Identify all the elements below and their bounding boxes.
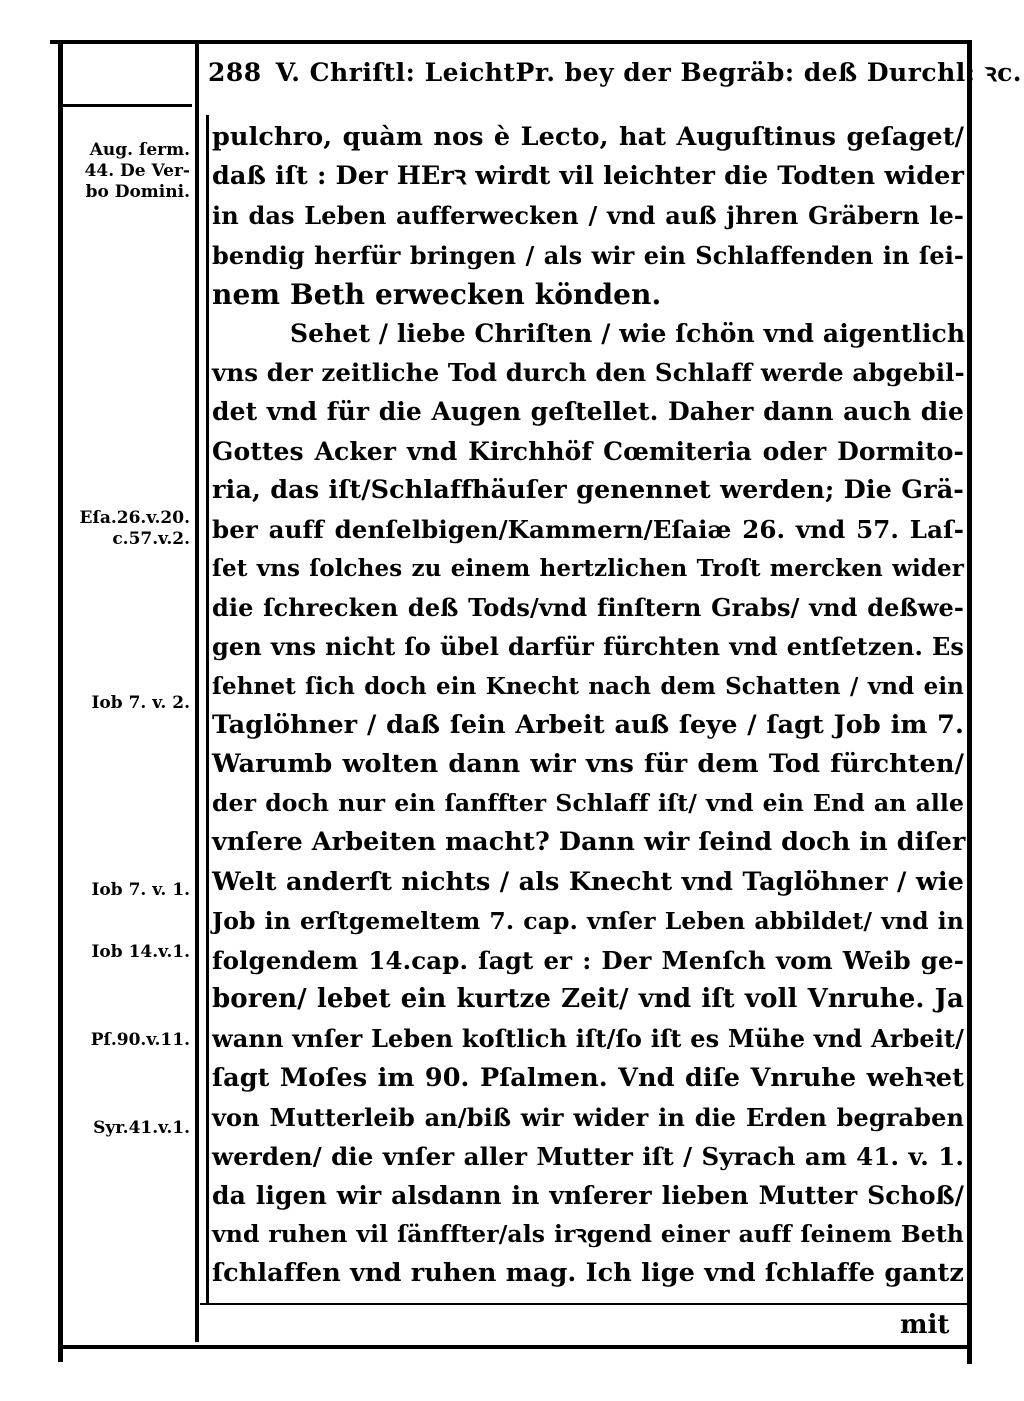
text-line: ria, das iſt/Schlaffhäuſer genennet werden; Die Grä-	[212, 474, 964, 505]
margin-note-line: Iob 7. v. 2.	[91, 693, 190, 713]
text-line: det vnd für die Augen geſtellet. Daher dann auch die	[212, 397, 964, 427]
body-text	[212, 118, 964, 1294]
text-line: Taglöhner / daß ſein Arbeit auß ſeye / ſagt Job im 7.	[212, 709, 964, 740]
text-line: gen vns nicht ſo übel darfür fürchten vnd entſetzen. Es	[212, 632, 964, 662]
text-line: von Mutterleib an/biß wir wider in die Erden begraben	[212, 1102, 964, 1132]
running-head	[208, 55, 1022, 89]
text-line: ſehnet ſich doch ein Knecht nach dem Schatten / vnd ein	[212, 672, 964, 700]
text-line: Sehet / liebe Chriſten / wie ſchön vnd aigentlich	[290, 318, 966, 348]
margin-note-line: c.57.v.2.	[112, 529, 190, 549]
text-line: die ſchrecken deß Tods/vnd finſtern Grabs/ vnd deßwe-	[212, 593, 964, 623]
text-line: ſagt Moſes im 90. Pſalmen. Vnd diſe Vnruhe wehꝛet	[212, 1062, 964, 1093]
text-line: daß iſt : Der HErꝛ wirdt vil leichter die Todten wider	[212, 161, 964, 192]
margin-note-augustinus	[65, 140, 190, 203]
text-line: nem Beth erwecken könden.	[212, 277, 662, 311]
text-line: vnſere Arbeiten macht? Dann wir ſeind doch in diſer	[212, 827, 966, 858]
text-line: da ligen wir alsdann in vnſerer lieben Mutter Schoß/	[212, 1181, 964, 1211]
text-line: ſchlaffen vnd ruhen mag. Ich lige vnd ſchlaffe gantz	[212, 1258, 964, 1289]
margin-header-rule	[62, 104, 192, 107]
text-line: vns der zeitliche Tod durch den Schlaff werde abgebil-	[212, 358, 965, 388]
running-title: V. Chriſtl: LeichtPr. bey der Begräb: deß Durchl: ꝛc.	[275, 58, 1022, 87]
text-line: wann vnſer Leben koſtlich iſt/ſo iſt es Mühe vnd Arbeit/	[212, 1024, 964, 1054]
text-line: Welt anderſt nichts / als Knecht vnd Taglöhner / wie	[212, 866, 964, 897]
text-line: Job in erſtgemeltem 7. cap. vnſer Leben abbildet/ vnd in	[212, 906, 964, 935]
text-line: ſet vns ſolches zu einem hertzlichen Troſt mercken wider	[212, 555, 964, 583]
text-line: Gottes Acker vnd Kirchhöf Cœmiteria oder Dormito-	[212, 436, 964, 466]
text-line: bendig herfür bringen / als wir ein Schlaffenden in ſei-	[212, 240, 964, 270]
margin-note-esaias	[65, 508, 190, 550]
margin-column-rule	[195, 42, 199, 1342]
margin-note-line: Iob 7. v. 1.	[91, 880, 190, 900]
right-border-rule	[967, 42, 972, 1364]
margin-note-line: 44. De Ver-	[84, 161, 190, 181]
text-line: pulchro, quàm nos è Lecto, hat Auguſtinus geſaget/	[212, 122, 964, 152]
text-line: Warumb wolten dann wir vns für dem Tod fürchten/	[212, 749, 964, 779]
margin-note-job-7-1	[65, 880, 190, 901]
margin-note-line: Pſ.90.v.11.	[90, 1030, 190, 1050]
catchword: mit	[900, 1310, 950, 1340]
text-line: werden/ die vnſer aller Mutter iſt / Syrach am 41. v. 1.	[212, 1141, 964, 1171]
footer-inner-rule	[200, 1303, 968, 1305]
margin-note-line: Eſa.26.v.20.	[79, 508, 190, 528]
text-line: folgendem 14.cap. ſagt er : Der Menſch vom Weib ge-	[212, 945, 964, 975]
margin-note-line: bo Domini.	[85, 182, 190, 202]
text-line: in das Leben aufferwecken / vnd auß jhren Gräbern le-	[212, 201, 964, 231]
footer-rule	[62, 1345, 969, 1349]
margin-note-line: Aug. ſerm.	[89, 140, 190, 160]
text-column-rule	[206, 115, 209, 1305]
margin-note-sirach-41	[65, 1118, 190, 1139]
text-line: boren/ lebet ein kurtze Zeit/ vnd iſt voll Vnruhe. Ja	[212, 984, 964, 1015]
margin-note-job-7-2	[65, 693, 190, 714]
top-rule	[50, 40, 972, 44]
text-line: vnd ruhen vil ſänffter/als irꝛgend einer auff ſeinem Beth	[212, 1220, 964, 1249]
margin-note-psalm-90	[65, 1030, 190, 1051]
page-number: 288	[208, 58, 262, 87]
margin-note-line: Iob 14.v.1.	[91, 942, 190, 962]
text-line: ber auff denſelbigen/Kammern/Eſaiæ 26. vnd 57. Laſ-	[212, 514, 964, 544]
left-border-rule	[58, 42, 63, 1362]
text-line: der doch nur ein ſanffter Schlaff iſt/ vnd ein End an alle	[212, 789, 964, 818]
margin-note-line: Syr.41.v.1.	[93, 1118, 190, 1138]
margin-note-job-14-1	[65, 942, 190, 963]
